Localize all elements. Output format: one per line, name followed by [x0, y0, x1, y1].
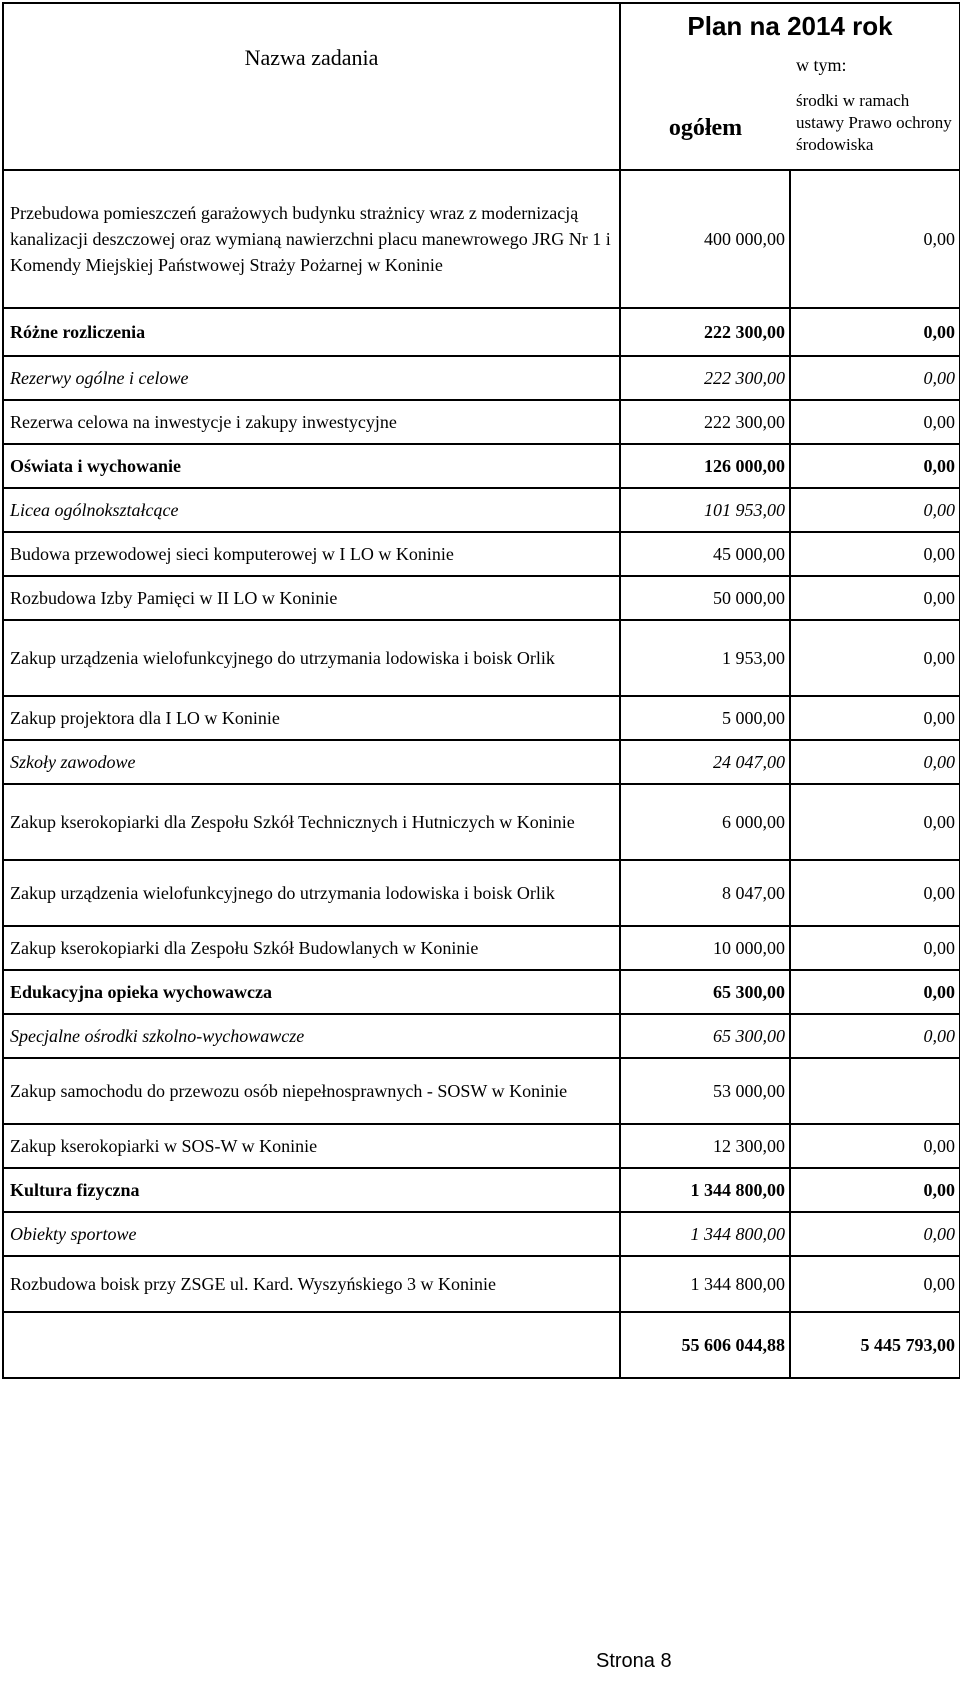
grand-total: 55 606 044,88: [620, 1312, 790, 1378]
task-name: Rezerwa celowa na inwestycje i zakupy inwestycyjne: [3, 400, 620, 444]
env-value: 0,00: [790, 970, 960, 1014]
header-in-which: w tym:: [796, 55, 847, 75]
task-name: Różne rozliczenia: [3, 308, 620, 356]
task-name: Zakup urządzenia wielofunkcyjnego do utrzymania lodowiska i boisk Orlik: [3, 860, 620, 926]
total-value: 1 344 800,00: [620, 1168, 790, 1212]
task-name: Przebudowa pomieszczeń garażowych budynku strażnicy wraz z modernizacją kanalizacji deszczowej oraz wymianą nawierzchni placu manewrowego JRG Nr 1 i Komendy Miejskiej Państwowej Straży Pożarnej w Koninie: [3, 170, 620, 308]
table-row: [3, 860, 960, 926]
table-row: [3, 308, 960, 356]
header-plan-title: Plan na 2014 rok: [620, 3, 960, 48]
table-row: [3, 1256, 960, 1312]
page-number: Strona 8: [596, 1650, 672, 1672]
header-env: środki w ramach ustawy Prawo ochrony środowiska: [796, 91, 952, 154]
env-value: 0,00: [790, 1014, 960, 1058]
env-value: 0,00: [790, 1168, 960, 1212]
total-value: 222 300,00: [620, 400, 790, 444]
env-value: 0,00: [790, 1212, 960, 1256]
task-name: Rezerwy ogólne i celowe: [3, 356, 620, 400]
task-name: Budowa przewodowej sieci komputerowej w I LO w Koninie: [3, 532, 620, 576]
total-value: 6 000,00: [620, 784, 790, 860]
env-value: 0,00: [790, 400, 960, 444]
task-name: Kultura fizyczna: [3, 1168, 620, 1212]
total-value: 101 953,00: [620, 488, 790, 532]
total-value: 65 300,00: [620, 1014, 790, 1058]
total-value: 50 000,00: [620, 576, 790, 620]
table-row: [3, 620, 960, 696]
task-name: Licea ogólnokształcące: [3, 488, 620, 532]
env-value: 0,00: [790, 576, 960, 620]
total-value: 53 000,00: [620, 1058, 790, 1124]
table-row: [3, 970, 960, 1014]
total-value: 1 344 800,00: [620, 1256, 790, 1312]
env-value: 0,00: [790, 488, 960, 532]
env-value: 0,00: [790, 444, 960, 488]
env-value: 0,00: [790, 740, 960, 784]
table-row: [3, 1212, 960, 1256]
total-value: 10 000,00: [620, 926, 790, 970]
total-value: 400 000,00: [620, 170, 790, 308]
env-value: 0,00: [790, 532, 960, 576]
totals-row: [3, 1312, 960, 1378]
task-name: Zakup kserokopiarki dla Zespołu Szkół Technicznych i Hutniczych w Koninie: [3, 784, 620, 860]
task-name: Specjalne ośrodki szkolno-wychowawcze: [3, 1014, 620, 1058]
totals-label-cell: [3, 1312, 620, 1378]
table-row: [3, 1058, 960, 1124]
total-value: 222 300,00: [620, 356, 790, 400]
env-value: 0,00: [790, 926, 960, 970]
table-row: [3, 696, 960, 740]
total-value: 45 000,00: [620, 532, 790, 576]
table-row: [3, 170, 960, 308]
env-value: 0,00: [790, 860, 960, 926]
total-value: 1 344 800,00: [620, 1212, 790, 1256]
header-name: Nazwa zadania: [3, 3, 620, 170]
total-value: 12 300,00: [620, 1124, 790, 1168]
table-row: [3, 488, 960, 532]
header-total: ogółem: [620, 48, 790, 170]
table-row: [3, 740, 960, 784]
env-value: 0,00: [790, 696, 960, 740]
env-value: 0,00: [790, 308, 960, 356]
table-row: [3, 1168, 960, 1212]
budget-table: [2, 2, 960, 1379]
env-value: 0,00: [790, 170, 960, 308]
total-value: 1 953,00: [620, 620, 790, 696]
table-row: [3, 444, 960, 488]
total-value: 126 000,00: [620, 444, 790, 488]
total-value: 24 047,00: [620, 740, 790, 784]
task-name: Obiekty sportowe: [3, 1212, 620, 1256]
total-value: 65 300,00: [620, 970, 790, 1014]
task-name: Rozbudowa Izby Pamięci w II LO w Koninie: [3, 576, 620, 620]
task-name: Zakup kserokopiarki dla Zespołu Szkół Budowlanych w Koninie: [3, 926, 620, 970]
table-row: [3, 784, 960, 860]
task-name: Zakup kserokopiarki w SOS-W w Koninie: [3, 1124, 620, 1168]
total-value: 222 300,00: [620, 308, 790, 356]
env-value: 0,00: [790, 1124, 960, 1168]
table-row: [3, 532, 960, 576]
task-name: Edukacyjna opieka wychowawcza: [3, 970, 620, 1014]
env-value: 0,00: [790, 1256, 960, 1312]
task-name: Zakup urządzenia wielofunkcyjnego do utrzymania lodowiska i boisk Orlik: [3, 620, 620, 696]
header-env-cell: [790, 48, 960, 170]
task-name: Rozbudowa boisk przy ZSGE ul. Kard. Wyszyńskiego 3 w Koninie: [3, 1256, 620, 1312]
total-value: 8 047,00: [620, 860, 790, 926]
env-value: 0,00: [790, 620, 960, 696]
task-name: Oświata i wychowanie: [3, 444, 620, 488]
task-name: Zakup samochodu do przewozu osób niepełnosprawnych - SOSW w Koninie: [3, 1058, 620, 1124]
table-row: [3, 1014, 960, 1058]
total-value: 5 000,00: [620, 696, 790, 740]
task-name: Szkoły zawodowe: [3, 740, 620, 784]
env-value: [790, 1058, 960, 1124]
env-value: 0,00: [790, 784, 960, 860]
table-row: [3, 400, 960, 444]
env-value: 0,00: [790, 356, 960, 400]
task-name: Zakup projektora dla I LO w Koninie: [3, 696, 620, 740]
table-row: [3, 1124, 960, 1168]
grand-total-env: 5 445 793,00: [790, 1312, 960, 1378]
table-row: [3, 576, 960, 620]
table-row: [3, 926, 960, 970]
table-row: [3, 356, 960, 400]
